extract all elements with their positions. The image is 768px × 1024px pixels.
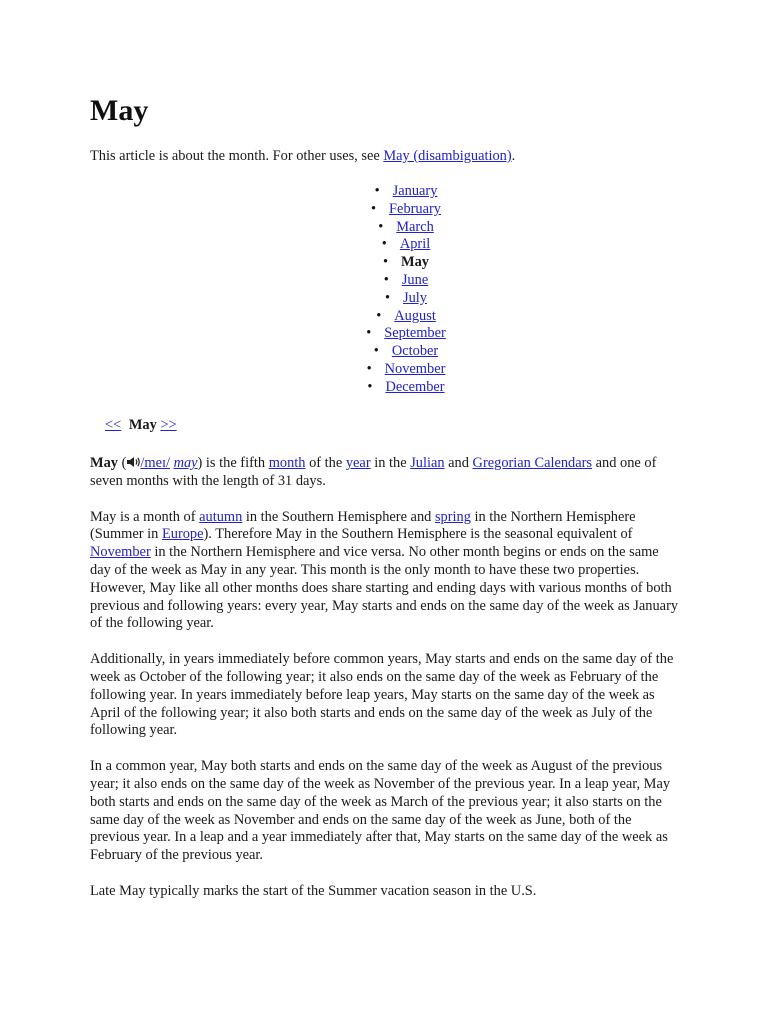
month-link-december[interactable]: December [385,378,445,395]
month-link-july[interactable]: July [403,289,428,306]
month-list-item [90,236,722,254]
seasons-paragraph [90,509,682,634]
page-title: May [90,94,149,127]
current-month-label: May [128,417,157,433]
month-list-item [90,379,722,397]
month-list-item [90,219,722,237]
europe-link[interactable]: Europe [161,526,204,543]
intro-text: ) is the fifth [197,455,269,471]
following-years-paragraph: Additionally, in years immediately before common years, May starts and ends on the same day of the week as October of the following year; it also ends on the same day of the week as February of the following year. In years immediately before leap years, May starts on the same day of the week as April of the following year; it also both starts and ends on the same day of the week as July of the following year. [90,651,674,739]
julian-link[interactable]: Julian [410,455,445,471]
month-list-item [90,308,722,326]
hatnote [90,148,515,166]
autumn-link[interactable]: autumn [199,508,243,525]
intro-text: of the [305,455,346,471]
paragraph-text: in the Southern Hemisphere and [242,508,435,525]
pronunciation-ipa-link[interactable]: /meɪ/ [140,455,170,471]
article-body [90,455,682,919]
spring-link[interactable]: spring [434,508,471,525]
november-link[interactable]: November [90,544,151,561]
month-list-item [90,183,722,201]
article [90,92,680,899]
month-list-item [90,361,722,379]
gregorian-calendars-link[interactable]: Gregorian Calendars [472,455,593,471]
year-link[interactable]: year [345,455,371,471]
month-link-september[interactable]: September [384,325,446,342]
pronunciation-respell-link[interactable]: may [173,455,198,471]
month-list-item [90,343,722,361]
month-list-item [90,272,722,290]
next-month-link[interactable]: >> [160,417,177,433]
month-link-january[interactable]: January [392,183,438,199]
intro-text: and one of seven months with the length of 31 days. [90,455,657,489]
paragraph-text: ). Therefore May in the Southern Hemisphere is the seasonal equivalent of [203,526,633,543]
intro-text: and [444,455,473,471]
paragraph-text: in the Northern Hemisphere (Summer in [90,508,636,543]
month-navigation [105,417,177,435]
intro-text: in the [370,455,411,471]
month-list [90,183,722,397]
month-link-october[interactable]: October [391,343,439,360]
hatnote-text: This article is about the month. For other uses, see [90,148,384,164]
month-current-may: May [401,254,430,271]
summer-vacation-paragraph: Late May typically marks the start of the Summer vacation season in the U.S. [90,882,537,899]
month-link[interactable]: month [268,455,306,471]
previous-years-paragraph: In a common year, May both starts and ends on the same day of the week as August of the previous year; it also ends on the same day of the week as November of the previous year. In a leap year, May both starts and ends on the same day of the week as March of the previous year; it also starts on the same day of the week as November and ends on the same day of the week as June, both of the previous year. In a leap and a year immediately after that, May starts on the same day of the week as February of the previous year. [90,758,671,864]
hatnote-suffix: . [511,148,516,164]
month-link-april[interactable]: April [399,236,431,253]
month-link-august[interactable]: August [394,307,436,324]
month-list-item [90,290,722,308]
paragraph-text: May is a month of [90,508,200,525]
intro-text: ( [117,455,127,471]
disambiguation-link[interactable]: May (disambiguation) [383,148,512,164]
month-list-item [90,201,722,219]
previous-month-link[interactable]: << [105,417,122,433]
month-list-item [90,325,722,343]
month-list-item [90,254,722,272]
paragraph-text: in the Northern Hemisphere and vice versa. No other month begins or ends on the same day of the week as May in any year. This month is the only month to have these two properties. However, May like all other months does share starting and ending days with various months of both previous and following years: every year, May starts and ends on the same day of the week as January of the following year. [90,544,679,632]
speaker-icon[interactable] [126,456,140,468]
intro-bold-term: May [90,455,118,471]
month-link-june[interactable]: June [401,271,429,288]
month-link-november[interactable]: November [384,360,446,377]
month-link-march[interactable]: March [396,218,434,235]
month-link-february[interactable]: February [389,200,441,217]
intro-paragraph [90,455,682,491]
